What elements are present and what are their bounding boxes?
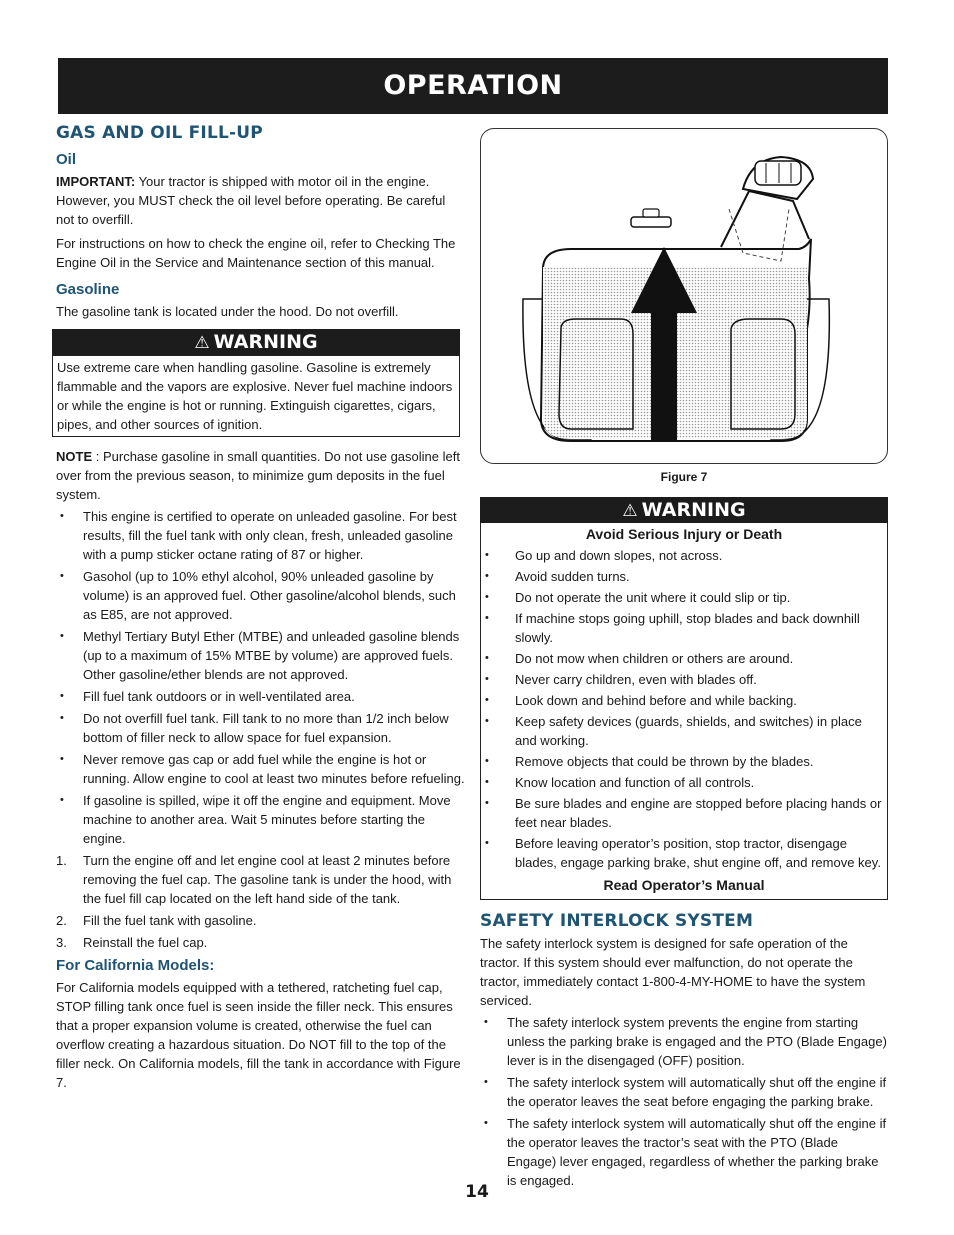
list-item: • Look down and behind before and while backing.	[485, 691, 883, 710]
fuel-tank-figure	[480, 128, 888, 464]
warning-header	[52, 329, 460, 355]
safety-bullet-list	[480, 1013, 888, 1190]
important-paragraph	[56, 172, 466, 229]
gasoline-heading: Gasoline	[56, 281, 120, 298]
list-item: • Fill fuel tank outdoors or in well-ventilated area.	[56, 687, 466, 706]
step-number: 1.	[56, 853, 67, 868]
warning-footer: Read Operator’s Manual	[603, 877, 765, 893]
list-item: • Before leaving operator’s position, stop tractor, disengage blades, engage parking brake, shut engine off, and remove key.	[485, 834, 883, 872]
list-item	[56, 933, 466, 952]
list-item: • Gasohol (up to 10% ethyl alcohol, 90% unleaded gasoline by volume) is an approved fuel. Other gasoline/alcohol blends, such as E85, are not approved.	[56, 567, 466, 624]
gasoline-warning-box	[52, 329, 460, 437]
note-paragraph	[56, 447, 466, 504]
safety-intro: The safety interlock system is designed for safe operation of the tractor. If this system should ever malfunction, do not operate the tractor, immediately contact 1-800-4-MY-HOME to have the system serviced.	[480, 936, 866, 1008]
list-item: • Never remove gas cap or add fuel while the engine is hot or running. Allow engine to cool at least two minutes before refueling.	[56, 750, 466, 788]
list-item: • Go up and down slopes, not across.	[485, 546, 883, 565]
list-item: • Avoid sudden turns.	[485, 567, 883, 586]
oil-heading: Oil	[56, 151, 77, 168]
list-item: • This engine is certified to operate on unleaded gasoline. For best results, fill the fuel tank with only clean, fresh, unleaded gasoline with a pump sticker octane rating of 87 or higher.	[56, 507, 466, 564]
gas-oil-title: GAS AND OIL FILL-UP	[56, 123, 263, 143]
warning-text: Use extreme care when handling gasoline. Gasoline is extremely flammable and the vapors are explosive. Never fuel machine indoors or while the engine is hot or running. Extinguish cigarettes, cigars, pipes, and other sources of ignition.	[52, 355, 460, 437]
warning-triangle-icon: ⚠	[622, 501, 638, 521]
fuel-tank-illustration	[481, 129, 888, 464]
list-item: • Be sure blades and engine are stopped before placing hands or feet near blades.	[485, 794, 883, 832]
warning-triangle-icon: ⚠	[194, 333, 210, 353]
important-label: IMPORTANT:	[56, 174, 136, 189]
california-heading: For California Models:	[56, 957, 215, 974]
list-item: • The safety interlock system will automatically shut off the engine if the operator leaves the tractor’s seat with the PTO (Blade Engage) lever engaged, regardless of whether the parking brake is engaged.	[480, 1114, 888, 1190]
warning-label: WARNING	[641, 499, 746, 521]
fill-steps-list	[56, 851, 466, 952]
warning-body	[480, 523, 888, 900]
california-text: For California models equipped with a tethered, ratcheting fuel cap, STOP filling tank once fuel is seen inside the filler neck. This ensures that a proper expansion volume is created, otherwise the fuel can overflow creating a hazardous situation. Do NOT fill to the top of the filler neck. On California models, fill the tank in accordance with Figure 7.	[56, 980, 461, 1090]
section-banner: OPERATION	[58, 58, 888, 114]
list-item: • Keep safety devices (guards, shields, and switches) in place and working.	[485, 712, 883, 750]
step-text: Turn the engine off and let engine cool at least 2 minutes before removing the fuel cap. The gasoline tank is under the hood, with the fuel fill cap located on the left hand side of the tank.	[83, 853, 452, 906]
figure-caption: Figure 7	[660, 470, 708, 484]
warning-list	[485, 546, 883, 872]
fuel-bullet-list	[56, 507, 466, 848]
important-text: Your tractor is shipped with motor oil in the engine. However, you MUST check the oil level before operating. Be careful not to overfill.	[56, 174, 446, 227]
left-column	[56, 122, 466, 1092]
step-number: 3.	[56, 935, 67, 950]
step-text: Reinstall the fuel cap.	[83, 935, 208, 950]
list-item: • Remove objects that could be thrown by the blades.	[485, 752, 883, 771]
right-column	[480, 128, 888, 1190]
safety-interlock-title: SAFETY INTERLOCK SYSTEM	[480, 911, 754, 931]
note-text: : Purchase gasoline in small quantities. Do not use gasoline left over from the previous season, to minimize gum deposits in the fuel system.	[56, 449, 460, 502]
oil-instructions: For instructions on how to check the engine oil, refer to Checking The Engine Oil in the Service and Maintenance section of this manual.	[56, 236, 456, 270]
warning-subtitle: Avoid Serious Injury or Death	[585, 526, 783, 542]
warning-label: WARNING	[213, 331, 318, 353]
warning-header	[480, 497, 888, 523]
list-item	[56, 911, 466, 930]
list-item: • The safety interlock system prevents the engine from starting unless the parking brake is engaged and the PTO (Blade Engage) lever is in the disengaged (OFF) position.	[480, 1013, 888, 1070]
note-label: NOTE	[56, 449, 93, 464]
list-item: • Know location and function of all controls.	[485, 773, 883, 792]
gasoline-text: The gasoline tank is located under the hood. Do not overfill.	[56, 304, 399, 319]
list-item: • Never carry children, even with blades off.	[485, 670, 883, 689]
safety-warning-box	[480, 497, 888, 900]
step-text: Fill the fuel tank with gasoline.	[83, 913, 257, 928]
list-item: • Do not operate the unit where it could slip or tip.	[485, 588, 883, 607]
page-number: 14	[465, 1182, 489, 1202]
list-item: • Methyl Tertiary Butyl Ether (MTBE) and unleaded gasoline blends (up to a maximum of 15% MTBE by volume) are approved fuels. Other gasoline/ether blends are not approved.	[56, 627, 466, 684]
list-item: • If machine stops going uphill, stop blades and back downhill slowly.	[485, 609, 883, 647]
list-item	[56, 851, 466, 908]
list-item: • Do not mow when children or others are around.	[485, 649, 883, 668]
list-item: • The safety interlock system will automatically shut off the engine if the operator leaves the seat before engaging the parking brake.	[480, 1073, 888, 1111]
list-item: • If gasoline is spilled, wipe it off the engine and equipment. Move machine to another area. Wait 5 minutes before starting the engine.	[56, 791, 466, 848]
list-item: • Do not overfill fuel tank. Fill tank to no more than 1/2 inch below bottom of filler neck to allow space for fuel expansion.	[56, 709, 466, 747]
step-number: 2.	[56, 913, 67, 928]
